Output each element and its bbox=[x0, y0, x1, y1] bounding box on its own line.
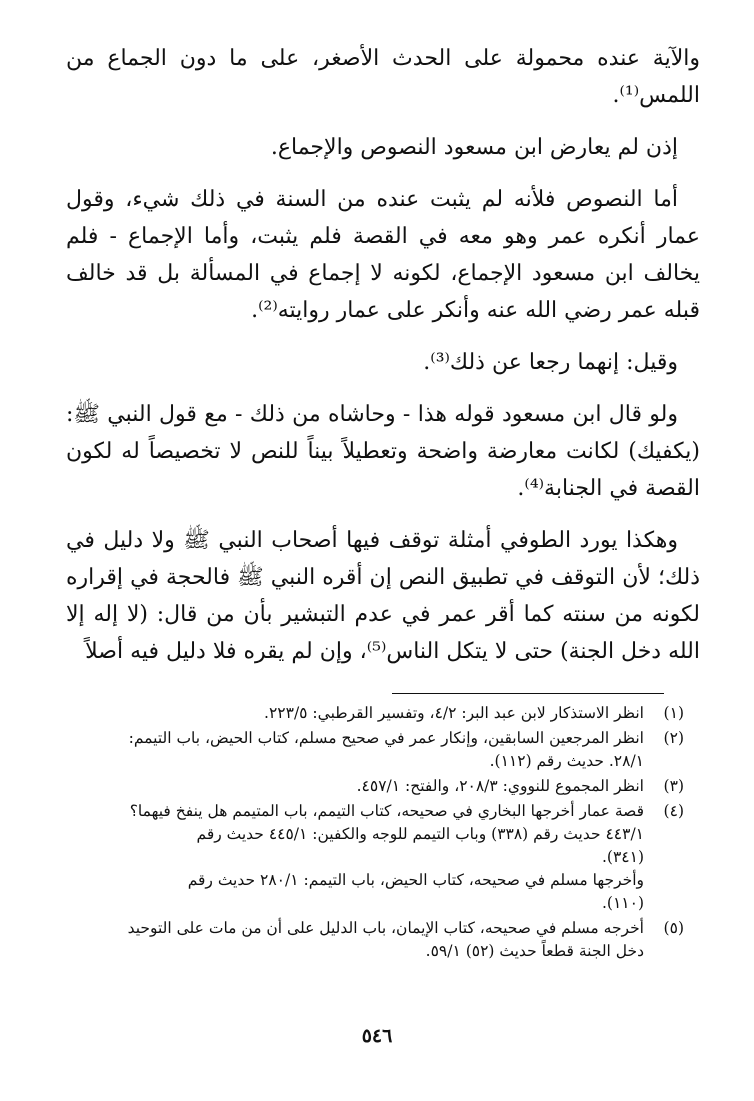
footnote-number: (٥) bbox=[663, 919, 684, 937]
main-text bbox=[66, 40, 700, 685]
footnote-2 bbox=[50, 727, 684, 773]
footnote-1 bbox=[50, 702, 684, 725]
footnote-separator bbox=[392, 693, 664, 694]
paragraph-3: أما النصوص فلأنه لم يثبت عنده من السنة في ذلك شيء، وقول عمار أنكره عمر وهو معه في القصة فلم يثبت، وأما الإجماع - فلم يخالف ابن مسعود الإجماع، لكونه لا إجماع في المسألة بل قد خالف قبله عمر رضي الله عنه وأنكر على عمار روايته⁽²⁾. bbox=[66, 187, 700, 323]
footnotes bbox=[50, 702, 684, 965]
footnote-line: (١١٠). bbox=[601, 894, 644, 912]
footnote-line: وأخرجها مسلم في صحيحه، كتاب الحيض، باب التيمم: ٢٨٠/١ حديث رقم bbox=[187, 871, 644, 889]
footnote-line: دخل الجنة قطعاً حديث (٥٢) ٥٩/١. bbox=[425, 942, 644, 960]
footnote-5 bbox=[50, 917, 684, 963]
footnote-line: (٣٤١). bbox=[601, 848, 644, 866]
footnote-line: ٢٨/١. حديث رقم (١١٢). bbox=[489, 752, 644, 770]
footnote-number: (٤) bbox=[663, 802, 684, 820]
page-number: ٥٤٦ bbox=[361, 1025, 393, 1047]
paragraph-6: وهكذا يورد الطوفي أمثلة توقف فيها أصحاب النبي ﷺ ولا دليل في ذلك؛ لأن التوقف في تطبيق النص إن أقره النبي ﷺ فالحجة في إقراره لكونه من سنته كما أقر عمر في عدم التبشير بأن من قال: (لا إله إلا الله دخل الجنة) حتى لا يتكل الناس⁽⁵⁾، وإن لم يقره فلا دليل فيه أصلاً bbox=[66, 528, 700, 664]
footnote-number: (٢) bbox=[663, 729, 684, 747]
footnote-4 bbox=[50, 800, 684, 915]
footnote-line: قصة عمار أخرجها البخاري في صحيحه، كتاب التيمم، باب المتيمم هل ينفخ فيهما؟ bbox=[129, 802, 644, 820]
paragraph-5: ولو قال ابن مسعود قوله هذا - وحاشاه من ذلك - مع قول النبي ﷺ: (يكفيك) لكانت معارضة واضحة وتعطيلاً بيناً للنص لا تخصيصاً له لكون القصة في الجنابة⁽⁴⁾. bbox=[66, 402, 700, 501]
paragraph-4: وقيل: إنهما رجعا عن ذلك⁽³⁾. bbox=[423, 350, 678, 375]
footnote-number: (١) bbox=[663, 704, 684, 722]
paragraph-2: إذن لم يعارض ابن مسعود النصوص والإجماع. bbox=[270, 135, 678, 160]
footnote-number: (٣) bbox=[663, 777, 684, 795]
footnote-line: ٤٤٣/١ حديث رقم (٣٣٨) وباب التيمم للوجه والكفين: ٤٤٥/١ حديث رقم bbox=[196, 825, 644, 843]
footnote-line: انظر المجموع للنووي: ٢٠٨/٣، والفتح: ٤٥٧/١. bbox=[356, 777, 644, 795]
paragraph-1: والآية عنده محمولة على الحدث الأصغر، على ما دون الجماع من اللمس⁽¹⁾. bbox=[66, 46, 700, 108]
footnote-line: انظر الاستذكار لابن عبد البر: ٤/٢، وتفسير القرطبي: ٢٢٣/٥. bbox=[264, 704, 644, 722]
footnote-line: أخرجه مسلم في صحيحه، كتاب الإيمان، باب الدليل على أن من مات على التوحيد bbox=[127, 919, 644, 937]
footnote-line: انظر المرجعين السابقين، وإنكار عمر في صحيح مسلم، كتاب الحيض، باب التيمم: bbox=[128, 729, 644, 747]
footnote-3 bbox=[50, 775, 684, 798]
